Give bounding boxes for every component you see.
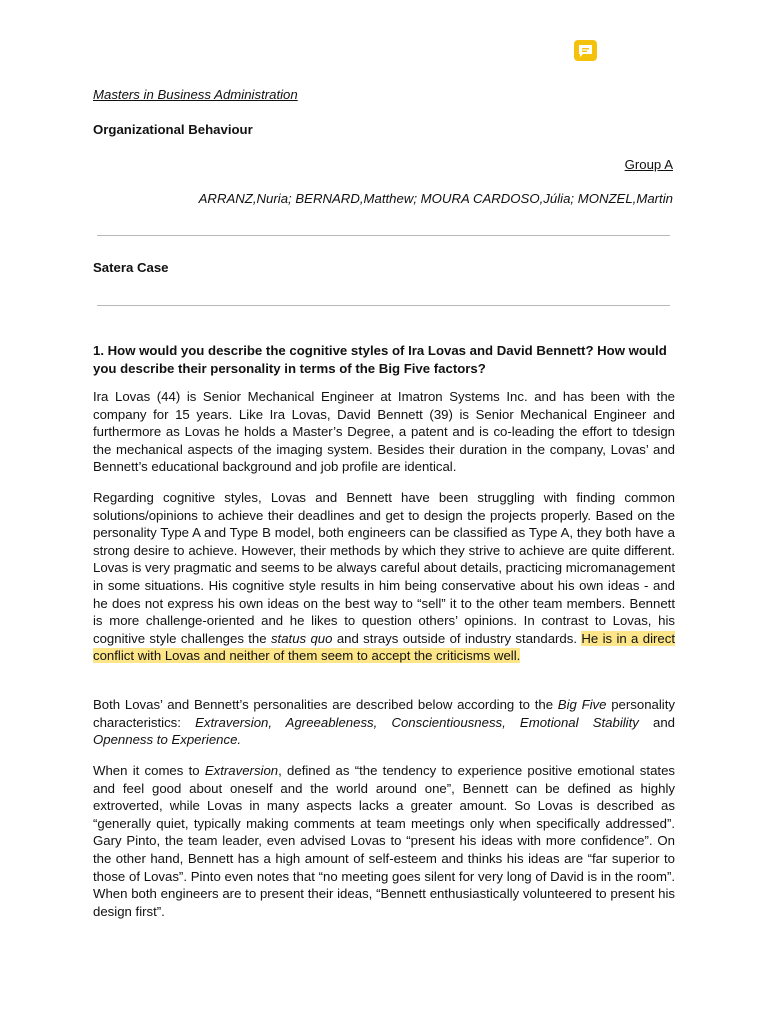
italic-term: Extraversion, Agreeableness, Conscientiousness, Emotional Stability [195,714,639,730]
divider-bottom [97,305,670,306]
group-label: Group A [624,157,673,172]
italic-term: Extraversion [204,763,279,778]
paragraph-text: Regarding cognitive styles, Lovas and Bennett have been struggling with finding common solutions/opinions to achieve their deadlines and get to design the projects properly. Based on the personality Type A and Type B model, both engineers can be classified as Type A, they both have a strong desire to achieve. However, their methods by which they strive to achieve are quite different. Lovas is very pragmatic and seems to be always careful about details, practicing micromanagement in some situations. His cognitive style results in him being conservative about his own ideas - and he does not express his own ideas on the best way to “sell” it to the other team members. Bennett is more challenge-oriented and he likes to question others’ opinions. In contrast to Lovas, his cognitive style challenges the [93,490,675,646]
paragraph-extraversion [93,762,675,920]
paragraph-text: and [638,714,676,730]
case-title: Satera Case [93,260,169,275]
comment-icon[interactable] [574,40,597,61]
paragraph-text: Both Lovas’ and Bennett’s personalities are described below according to the [93,697,558,712]
author-list: ARRANZ,Nuria; BERNARD,Matthew; MOURA CARDOSO,Júlia; MONZEL,Martin [198,191,673,206]
italic-term: Big Five [557,697,607,712]
paragraph-text: personality characteristics: [93,697,675,730]
comment-icon-glyph [578,44,593,58]
paragraph-text: and strays outside of industry standards. [332,630,582,646]
paragraph-text: , defined as “the tendency to experience positive emotional states and feel good about oneself and the world around one”, Bennett can be defined as highly extroverted, while Lovas in many aspects lacks a greater amount. So Lovas is described as “generally quiet, typically making comments at team meetings only when specifically addressed”. Gary Pinto, the team leader, even advised Lovas to “present his ideas with more confidence”. On the other hand, Bennett has a high amount of self-esteem and thinks his ideas are “far superior to those of Lovas”. Pinto even notes that “no meeting goes silent for very long of David is in the room”. When both engineers are to present their ideas, “Bennett enthusiastically volunteered to present his design first”. [93,763,675,919]
program-name: Masters in Business Administration [93,87,298,102]
course-name: Organizational Behaviour [93,122,253,137]
paragraph-big-five-intro [93,696,675,749]
paragraph-text: When it comes to [93,763,205,778]
paragraph-intro: Ira Lovas (44) is Senior Mechanical Engineer at Imatron Systems Inc. and has been with the company for 15 years. Like Ira Lovas, David Bennett (39) is Senior Mechanical Engineer and furthermore as Lovas he holds a Master’s Degree, a patent and is co-leading the effort to tdesign the mechanical aspects of the imaging system. Besides their duration in the company, Lovas’ and Bennett’s educational background and job profile are identical. [93,389,675,475]
question-heading: 1. How would you describe the cognitive styles of Ira Lovas and David Bennett? How would you describe their personality in terms of the Big Five factors? [93,343,667,376]
paragraph-cognitive-styles [93,489,675,665]
highlighted-text[interactable]: He is in a direct conflict with Lovas and neither of them seem to accept the criticisms well. [93,630,675,664]
divider-top [97,235,670,236]
italic-term: Openness to Experience. [93,732,242,748]
italic-term: status quo [270,630,333,646]
